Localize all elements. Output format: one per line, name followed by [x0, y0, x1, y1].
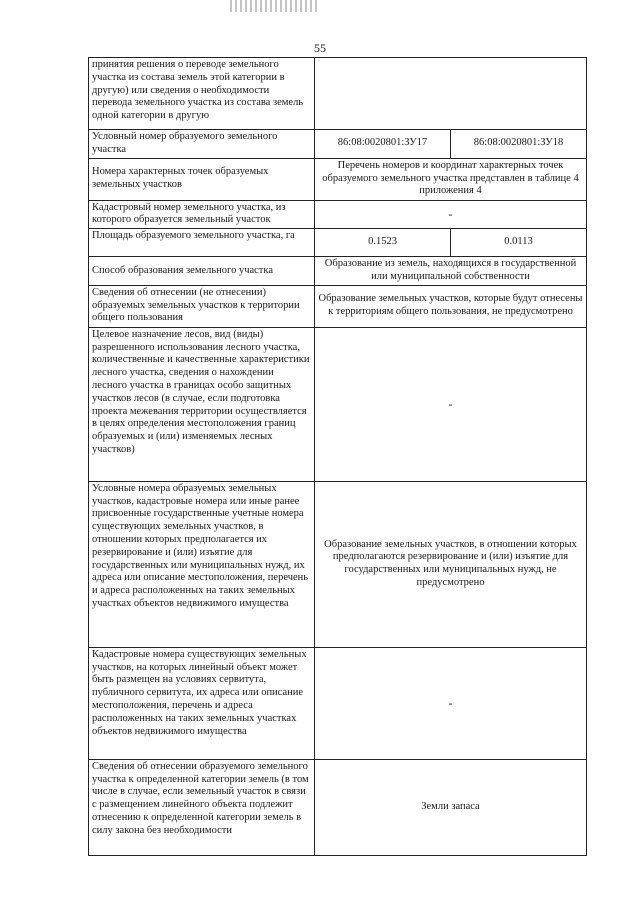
table-row	[89, 647, 587, 759]
row-label: Условный номер образуемого земельного участка	[89, 130, 315, 159]
conditional-number-2: 86:08:0020801:ЗУ18	[451, 130, 587, 159]
row-label: Сведения об отнесении образуемого земельного участка к определенной категории земель (в том числе в случае, если земельный участок в связи с размещением линейного объекта подлежит отнесению к определенной категории земель в силу закона без необходимости	[89, 759, 315, 855]
table-row	[89, 285, 587, 327]
row-label: Сведения об отнесении (не отнесении) образуемых земельных участков к территории общего пользования	[89, 285, 315, 327]
row-value: Образование из земель, находящихся в государственной или муниципальной собственности	[315, 257, 587, 286]
table-row	[89, 130, 587, 159]
area-value-2: 0.0113	[451, 229, 587, 257]
page-number: 55	[314, 41, 326, 55]
row-value	[315, 58, 587, 130]
table-row	[89, 759, 587, 855]
conditional-number-1: 86:08:0020801:ЗУ17	[315, 130, 451, 159]
row-value: -	[315, 647, 587, 759]
area-value-1: 0.1523	[315, 229, 451, 257]
row-value: Образование земельных участков, в отношении которых предполагаются резервирование и (или) изъятие для государственных или муниципальных нужд, не предусмотрено	[315, 481, 587, 647]
table-row	[89, 158, 587, 200]
table-row	[89, 229, 587, 257]
land-plot-table	[88, 57, 587, 856]
row-value: -	[315, 327, 587, 481]
row-value: Образование земельных участков, которые будут отнесены к территориям общего пользования, не предусмотрено	[315, 285, 587, 327]
row-label: Целевое назначение лесов, вид (виды) разрешенного использования лесного участка, количественные и качественные характеристики лесного участка, сведения о нахождении лесного участка в границах особо защитных участков лесов (в случае, если подготовка проекта межевания территории осуществляется в целях определения местоположения границ образуемых и (или) изменяемых лесных участков)	[89, 327, 315, 481]
row-label: Кадастровый номер земельного участка, из которого образуется земельный участок	[89, 200, 315, 229]
row-label: Способ образования земельного участка	[89, 257, 315, 286]
row-label: Площадь образуемого земельного участка, га	[89, 229, 315, 257]
table-row	[89, 327, 587, 481]
table-row	[89, 58, 587, 130]
row-value: -	[315, 200, 587, 229]
row-value: Земли запаса	[315, 759, 587, 855]
row-value: Перечень номеров и координат характерных точек образуемого земельного участка представлен в таблице 4 приложения 4	[315, 158, 587, 200]
row-label: принятия решения о переводе земельного участка из состава земель этой категории в другую) или сведения о необходимости перевода земельного участка из состава земель одной категории в другую	[89, 58, 315, 130]
row-label: Кадастровые номера существующих земельных участков, на которых линейный объект может быть размещен на условиях сервитута, публичного сервитута, их адреса или описание местоположения, перечень и адреса расположенных на таких земельных участках объектов недвижимого имущества	[89, 647, 315, 759]
row-label: Номера характерных точек образуемых земельных участков	[89, 158, 315, 200]
table-row	[89, 200, 587, 229]
table-row	[89, 481, 587, 647]
scan-artifact	[230, 0, 320, 12]
row-label: Условные номера образуемых земельных участков, кадастровые номера или иные ранее присвоенные государственные учетные номера существующих земельных участков, в отношении которых предполагается их резервирование и (или) изъятие для государственных или муниципальных нужд, их адреса или описание местоположения, перечень и адреса расположенных на таких земельных участках объектов недвижимого имущества	[89, 481, 315, 647]
table-row	[89, 257, 587, 286]
